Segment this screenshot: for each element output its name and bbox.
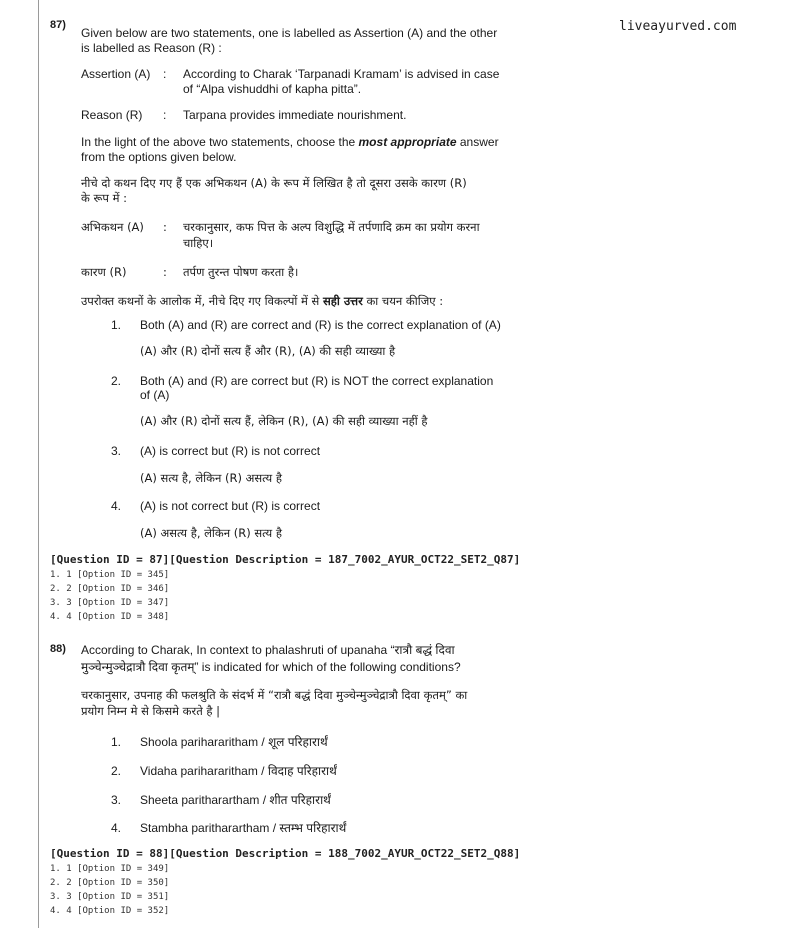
q88-option-id-1: 1. 1 [Option ID = 349]: [50, 864, 170, 874]
q88-question-meta: [Question ID = 88][Question Description = 188_7002_AYUR_OCT22_SET2_Q88]: [50, 847, 521, 860]
q87-question-meta: [Question ID = 87][Question Description = 187_7002_AYUR_OCT22_SET2_Q87]: [50, 553, 521, 566]
question-88-number: 88): [50, 643, 66, 655]
q87-choice-1-english: Both (A) and (R) are correct and (R) is the correct explanation of (A): [140, 318, 501, 332]
q87-choice-2-english: Both (A) and (R) are correct but (R) is NOT the correct explanation: [140, 374, 494, 388]
q87-choice-3-number: 3.: [111, 444, 122, 458]
q87-choice-1-hindi: (A) और (R) दोनों सत्य हैं और (R), (A) की सही व्याख्या है: [140, 344, 396, 358]
q87-hindi-reason-text: तर्पण तुरन्त पोषण करता है।: [183, 265, 299, 279]
q87-hindi-instruction-post: का चयन कीजिए :: [366, 294, 444, 308]
q88-choice-2-number: 2.: [111, 764, 122, 778]
q87-stem-line1: Given below are two statements, one is labelled as Assertion (A) and the other: [81, 26, 498, 40]
question-87-number: 87): [50, 19, 66, 31]
q87-reason-label: Reason (R): [81, 108, 143, 122]
q87-hindi-reason-colon: :: [163, 265, 167, 279]
q87-choice-3-english: (A) is correct but (R) is not correct: [140, 444, 321, 458]
q88-option-id-2: 2. 2 [Option ID = 350]: [50, 878, 170, 888]
q88-choice-2-text: Vidaha parihararitham / विदाह परिहारार्थं: [140, 764, 337, 778]
q87-instruction-line2: from the options given below.: [81, 150, 237, 164]
q87-choice-2-english-line2: of (A): [140, 388, 170, 402]
q87-choice-2-number: 2.: [111, 374, 122, 388]
q88-option-id-4: 4. 4 [Option ID = 352]: [50, 906, 170, 916]
q87-assertion-line1: According to Charak ‘Tarpanadi Kramam’ is advised in case: [183, 67, 500, 81]
q87-choice-4-english: (A) is not correct but (R) is correct: [140, 499, 321, 513]
q87-reason-text: Tarpana provides immediate nourishment.: [183, 108, 407, 122]
q87-hindi-instruction: [81, 294, 443, 309]
q87-hindi-stem-line1: नीचे दो कथन दिए गए हैं एक अभिकथन (A) के रूप में लिखित है तो दूसरा उसके कारण (R): [81, 176, 467, 190]
site-watermark: liveayurved.com: [619, 19, 737, 34]
q87-hindi-reason-label: कारण (R): [81, 265, 127, 279]
q87-assertion-line2: of “Alpa vishuddhi of kapha pitta”.: [183, 82, 362, 96]
q88-stem-line1: According to Charak, In context to phalashruti of upanaha “रात्रौ बद्धं दिवा: [81, 643, 455, 657]
q87-option-id-4: 4. 4 [Option ID = 348]: [50, 612, 170, 622]
q88-hindi-stem-line1: चरकानुसार, उपनाह की फलश्रुति के संदर्भ में “रात्रौ बद्धं दिवा मुञ्चेन्मुञ्चेद्रात्रौ दिवा कृतम्” का: [81, 688, 468, 702]
q87-option-id-3: 3. 3 [Option ID = 347]: [50, 598, 170, 608]
q87-instruction-emphasis: most appropriate: [358, 135, 457, 149]
page-margin-line: [38, 0, 39, 928]
q87-assertion-colon: :: [163, 67, 167, 81]
q87-option-id-1: 1. 1 [Option ID = 345]: [50, 570, 170, 580]
q88-choice-3-number: 3.: [111, 793, 122, 807]
q87-hindi-instruction-emphasis: सही उत्तर: [322, 294, 363, 308]
q88-option-id-3: 3. 3 [Option ID = 351]: [50, 892, 170, 902]
q87-choice-4-hindi: (A) असत्य है, लेकिन (R) सत्य है: [140, 526, 282, 540]
q87-instruction-line1: [81, 135, 499, 150]
q87-hindi-assertion-line1: चरकानुसार, कफ पित्त के अल्प विशुद्धि में तर्पणादि क्रम का प्रयोग करना: [183, 220, 480, 234]
q88-choice-4-number: 4.: [111, 821, 122, 835]
q87-choice-4-number: 4.: [111, 499, 122, 513]
q87-reason-colon: :: [163, 108, 167, 122]
q87-hindi-instruction-pre: उपरोक्त कथनों के आलोक में, नीचे दिए गए विकल्पों में से: [81, 294, 320, 308]
q88-hindi-stem-line2: प्रयोग निम्न मे से किसमे करते है |: [81, 704, 221, 718]
q88-choice-1-number: 1.: [111, 735, 122, 749]
q88-choice-1-text: Shoola parihararitham / शूल परिहारार्थं: [140, 735, 328, 749]
q87-instruction-pre: In the light of the above two statements, choose the: [81, 135, 356, 149]
q87-choice-2-hindi: (A) और (R) दोनों सत्य हैं, लेकिन (R), (A) की सही व्याख्या नहीं है: [140, 414, 428, 428]
q87-assertion-label: Assertion (A): [81, 67, 151, 81]
q87-hindi-assertion-line2: चाहिए।: [183, 236, 214, 250]
q87-choice-3-hindi: (A) सत्य है, लेकिन (R) असत्य है: [140, 471, 282, 485]
q87-hindi-stem-line2: के रूप में :: [81, 191, 128, 205]
q87-hindi-assertion-colon: :: [163, 220, 167, 234]
q87-hindi-assertion-label: अभिकथन (A): [81, 220, 144, 234]
q87-stem-line2: is labelled as Reason (R) :: [81, 41, 222, 55]
q88-stem-line2: मुञ्चेन्मुञ्चेद्रात्रौ दिवा कृतम्” is indicated for which of the following conditions?: [81, 660, 461, 674]
q88-choice-3-text: Sheeta paritharartham / शीत परिहारार्थं: [140, 793, 331, 807]
q87-instruction-post: answer: [459, 135, 499, 149]
q87-option-id-2: 2. 2 [Option ID = 346]: [50, 584, 170, 594]
q88-choice-4-text: Stambha paritharartham / स्तम्भ परिहारार्थं: [140, 821, 347, 835]
q87-choice-1-number: 1.: [111, 318, 122, 332]
